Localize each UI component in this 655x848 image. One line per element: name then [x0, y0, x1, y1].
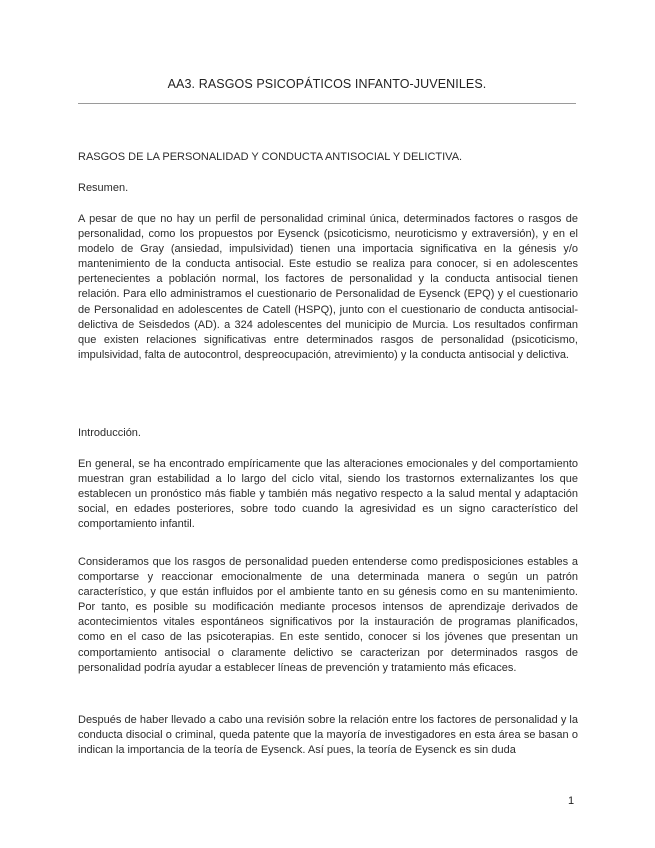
abstract-heading: Resumen. — [78, 182, 129, 194]
intro-heading: Introducción. — [78, 427, 141, 439]
intro-paragraph-2: Consideramos que los rasgos de personalidad pueden entenderse como predisposiciones estables a comportarse y reaccionar emocionalmente de una determinada manera o según un patrón característico, y que están influidos por el ambiente tanto en su génesis como en su mantenimiento. Por tanto, es posible su modificación mediante procesos intensos de aprendizaje derivados de acontecimientos vitales espontáneos significativos por la instauración de programas planificados, como en el caso de las psicoterapias. En este sentido, conocer si los jóvenes que presentan un comportamiento antisocial o claramente delictivo se caracterizan por determinados rasgos de personalidad podría ayudar a establecer líneas de prevención y tratamiento más eficaces. — [78, 556, 578, 674]
title-divider — [78, 103, 576, 104]
page-number: 1 — [568, 795, 575, 807]
document-title: AA3. RASGOS PSICOPÁTICOS INFANTO-JUVENILES. — [167, 77, 487, 91]
intro-paragraph-1: En general, se ha encontrado empíricamente que las alteraciones emocionales y del comportamiento muestran gran estabilidad a lo largo del ciclo vital, siendo los trastornos externalizantes los que establecen un pronóstico más fiable y también más negativo respecto a la salud mental y adaptación social, en edades posteriores, sobre todo cuando la agresividad es un signo característico del comportamiento infantil. — [78, 458, 578, 531]
intro-paragraph-3: Después de haber llevado a cabo una revisión sobre la relación entre los factores de personalidad y la conducta disocial o criminal, queda patente que la mayoría de investigadores en esta área se basan o indican la importancia de la teoría de Eysenck. Así pues, la teoría de Eysenck es sin duda — [78, 714, 578, 757]
section-title: RASGOS DE LA PERSONALIDAD Y CONDUCTA ANTISOCIAL Y DELICTIVA. — [78, 151, 463, 163]
abstract-paragraph: A pesar de que no hay un perfil de personalidad criminal única, determinados factores o rasgos de personalidad, como los propuestos por Eysenck (psicoticismo, neuroticismo y extraversión), y en el modelo de Gray (ansiedad, impulsividad) tienen una importacia significativa en la génesis y/o mantenimiento de la conducta antisocial. Este estudio se realiza para conocer, si en adolescentes pertenecientes a población normal, los factores de personalidad y la conducta antisocial tienen relación. Para ello administramos el cuestionario de Personalidad de Eysenck (EPQ) y el cuestionario de Personalidad en adolescentes de Catell (HSPQ), junto con el cuestionario de conducta antisocial-delictiva de Seisdedos (AD). a 324 adolescentes del municipio de Murcia. Los resultados confirman que existen relaciones significativas entre determinados rasgos de personalidad (psicoticismo, impulsividad, falta de autocontrol, despreocupación, atrevimiento) y la conducta antisocial y delictiva. — [78, 213, 578, 361]
